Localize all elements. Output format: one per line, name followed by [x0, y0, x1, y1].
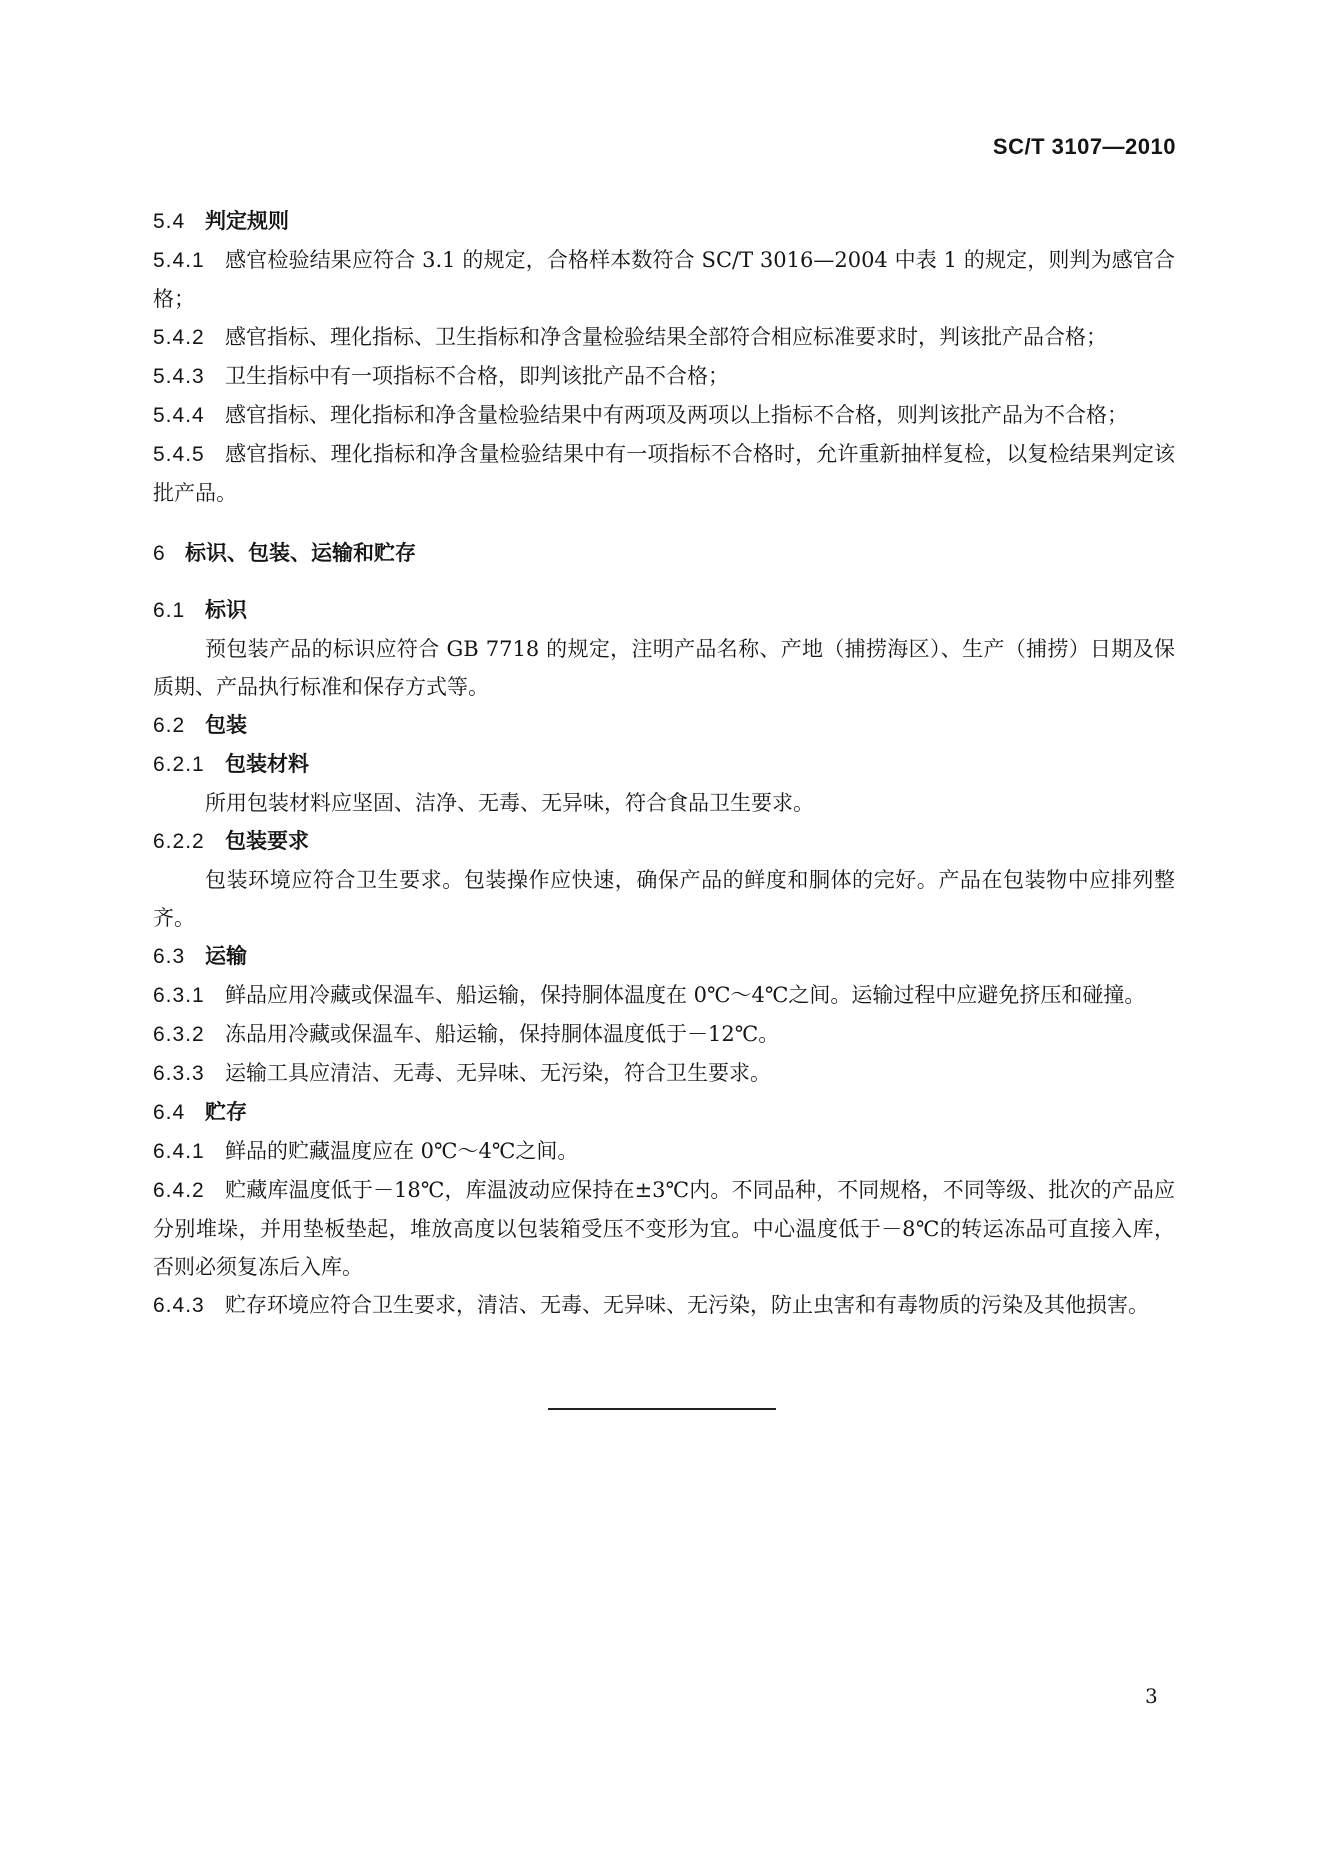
clause-text: 贮藏库温度低于－18℃，库温波动应保持在±3℃内。不同品种，不同规格，不同等级、批次的产品应分别堆垛，并用垫板垫起，堆放高度以包装箱受压不变形为宜。中心温度低于－8℃的转运冻品可直接入库，否则必须复冻后入库。 [153, 1178, 1175, 1279]
document-code: SC/T 3107—2010 [992, 134, 1176, 159]
section-title: 贮存 [205, 1100, 247, 1124]
section-number: 5.4 [153, 210, 186, 233]
section-number: 6.4 [153, 1101, 186, 1124]
clause-5-4-5 [153, 435, 1175, 512]
clause-number: 6.3.2 [153, 1023, 205, 1046]
clause-number: 5.4.1 [153, 249, 205, 272]
section-title: 包装材料 [225, 752, 309, 776]
page-number: 3 [1145, 1684, 1158, 1708]
chapter-6-heading [153, 534, 1175, 573]
clause-text: 感官指标、理化指标和净含量检验结果中有一项指标不合格时，允许重新抽样复检，以复检结果判定该批产品。 [153, 442, 1175, 505]
clause-6-3-2 [153, 1015, 1175, 1054]
section-5-4-heading [153, 202, 1175, 241]
clause-number: 5.4.5 [153, 443, 205, 466]
section-6-1-heading [153, 591, 1175, 630]
chapter-title: 标识、包装、运输和贮存 [185, 541, 416, 565]
section-6-2-heading [153, 706, 1175, 745]
section-title: 标识 [205, 598, 247, 622]
chapter-number: 6 [153, 542, 166, 565]
clause-text: 感官指标、理化指标和净含量检验结果中有两项及两项以上指标不合格，则判该批产品为不合格； [225, 403, 1128, 427]
section-number: 6.2 [153, 714, 186, 737]
section-title: 包装 [205, 713, 247, 737]
section-6-2-1-heading [153, 745, 1175, 784]
clause-text: 感官检验结果应符合 3.1 的规定，合格样本数符合 SC/T 3016—2004 中表 1 的规定，则判为感官合格； [153, 248, 1175, 311]
clause-5-4-3 [153, 357, 1175, 396]
section-6-2-1-text: 所用包装材料应坚固、洁净、无毒、无异味，符合食品卫生要求。 [205, 791, 814, 815]
clause-text: 感官指标、理化指标、卫生指标和净含量检验结果全部符合相应标准要求时，判该批产品合格； [225, 325, 1107, 349]
document-body [153, 200, 1175, 1325]
clause-5-4-1 [153, 241, 1175, 318]
clause-6-4-2 [153, 1171, 1175, 1286]
clause-text: 冻品用冷藏或保温车、船运输，保持胴体温度低于－12℃。 [225, 1022, 780, 1046]
section-6-2-2-heading [153, 822, 1175, 861]
section-number: 6.3 [153, 945, 186, 968]
section-title: 包装要求 [225, 829, 309, 853]
clause-number: 5.4.2 [153, 326, 205, 349]
section-title: 运输 [205, 944, 247, 968]
clause-text: 鲜品应用冷藏或保温车、船运输，保持胴体温度在 0℃～4℃之间。运输过程中应避免挤压和碰撞。 [225, 983, 1146, 1007]
clause-text: 运输工具应清洁、无毒、无异味、无污染，符合卫生要求。 [225, 1061, 771, 1085]
clause-number: 6.4.1 [153, 1140, 205, 1163]
clause-6-3-1 [153, 976, 1175, 1015]
end-of-document-rule [548, 1408, 776, 1410]
clause-number: 6.4.3 [153, 1294, 205, 1317]
section-6-1-text: 预包装产品的标识应符合 GB 7718 的规定，注明产品名称、产地（捕捞海区）、生产（捕捞）日期及保质期、产品执行标准和保存方式等。 [153, 637, 1175, 699]
clause-6-4-3 [153, 1286, 1175, 1325]
section-number: 6.2.2 [153, 830, 205, 853]
clause-6-3-3 [153, 1054, 1175, 1093]
clause-text: 鲜品的贮藏温度应在 0℃～4℃之间。 [225, 1139, 579, 1163]
section-6-2-2-text: 包装环境应符合卫生要求。包装操作应快速，确保产品的鲜度和胴体的完好。产品在包装物中应排列整齐。 [153, 868, 1175, 930]
section-number: 6.2.1 [153, 753, 205, 776]
section-number: 6.1 [153, 599, 186, 622]
clause-number: 6.4.2 [153, 1179, 205, 1202]
clause-number: 6.3.3 [153, 1062, 205, 1085]
clause-5-4-4 [153, 396, 1175, 435]
clause-number: 5.4.4 [153, 404, 205, 427]
clause-6-4-1 [153, 1132, 1175, 1171]
section-6-3-heading [153, 937, 1175, 976]
clause-number: 6.3.1 [153, 984, 205, 1007]
clause-5-4-2 [153, 318, 1175, 357]
section-6-4-heading [153, 1093, 1175, 1132]
clause-number: 5.4.3 [153, 365, 205, 388]
clause-text: 贮存环境应符合卫生要求，清洁、无毒、无异味、无污染，防止虫害和有毒物质的污染及其他损害。 [225, 1293, 1149, 1317]
clause-text: 卫生指标中有一项指标不合格，即判该批产品不合格； [225, 364, 729, 388]
section-title: 判定规则 [205, 209, 289, 233]
